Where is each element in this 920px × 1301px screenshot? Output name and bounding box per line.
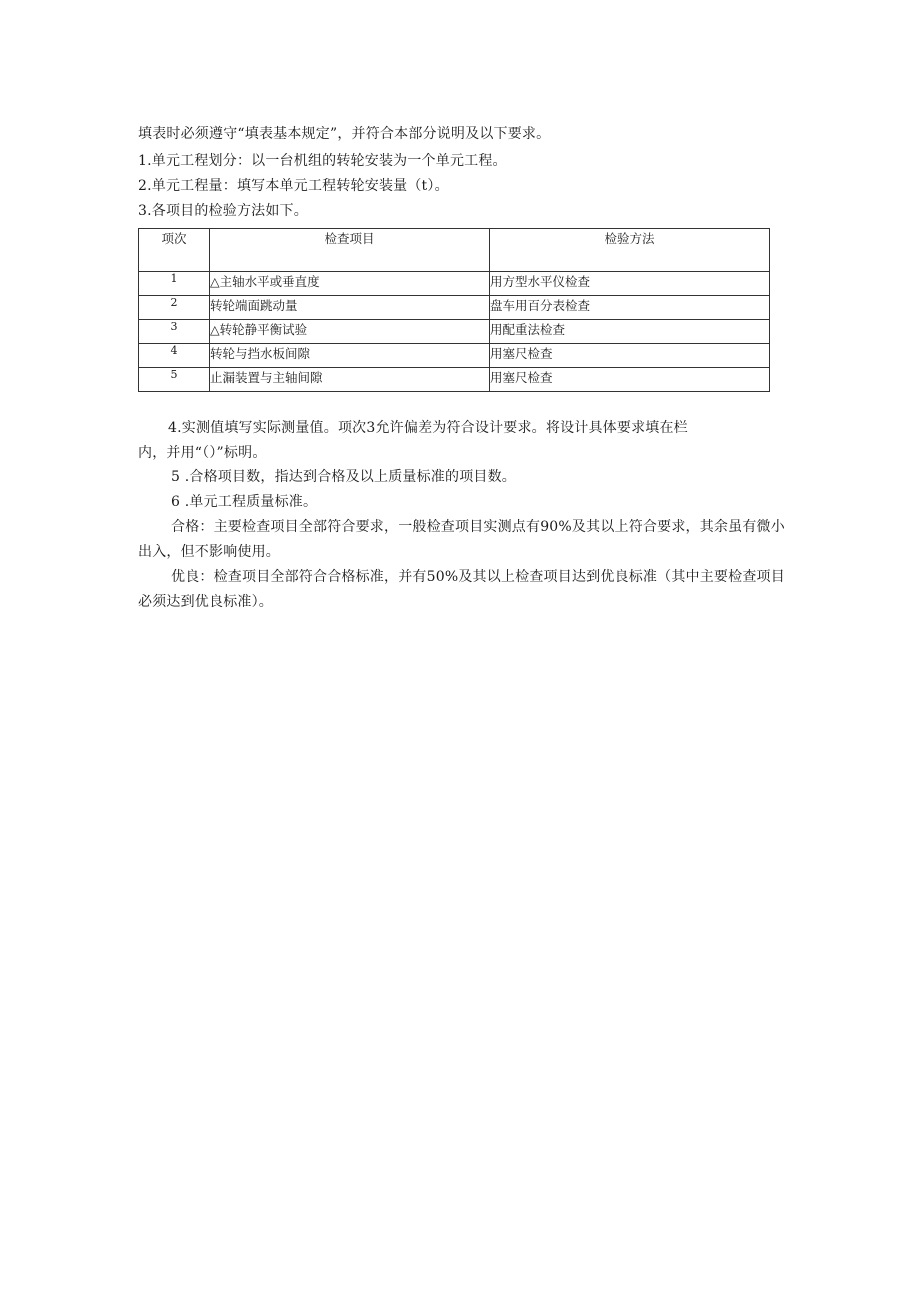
row-item: 止漏装置与主轴间隙 xyxy=(210,368,490,392)
excellent-standard-line-2: 必须达到优良标准）。 xyxy=(138,594,273,610)
intro-text: 填表时必须遵守“填表基本规定”，并符合本部分说明及以下要求。 xyxy=(138,126,551,142)
row-no: 1 xyxy=(139,272,210,296)
table-row xyxy=(139,296,770,320)
note-4-line-1: 4.实测值填写实际测量值。项次3允许偏差为符合设计要求。将设计具体要求填在栏 xyxy=(168,420,688,436)
item-3-text: 3.各项目的检验方法如下。 xyxy=(138,203,308,219)
row-method: 用配重法检查 xyxy=(490,320,770,344)
row-item: 转轮端面跳动量 xyxy=(210,296,490,320)
table-row xyxy=(139,320,770,344)
row-method: 用塞尺检查 xyxy=(490,368,770,392)
table-row xyxy=(139,272,770,296)
row-method: 用塞尺检查 xyxy=(490,344,770,368)
note-5-text: 5 .合格项目数，指达到合格及以上质量标准的项目数。 xyxy=(171,469,517,485)
pass-standard-line-2: 出入，但不影响使用。 xyxy=(138,544,280,560)
header-no: 项次 xyxy=(139,229,210,272)
row-item: △转轮静平衡试验 xyxy=(210,320,490,344)
row-item: △主轴水平或垂直度 xyxy=(210,272,490,296)
row-item: 转轮与挡水板间隙 xyxy=(210,344,490,368)
table-row xyxy=(139,344,770,368)
pass-standard-line-1: 合格：主要检查项目全部符合要求，一般检查项目实测点有90%及其以上符合要求，其余虽有微小 xyxy=(171,519,785,535)
note-4-line-2: 内，并用“（）”标明。 xyxy=(138,445,267,461)
header-item: 检查项目 xyxy=(210,229,490,272)
header-method: 检验方法 xyxy=(490,229,770,272)
table-header-row xyxy=(139,229,770,272)
row-no: 2 xyxy=(139,296,210,320)
inspection-method-table xyxy=(138,228,770,392)
table-row xyxy=(139,368,770,392)
row-no: 4 xyxy=(139,344,210,368)
item-1-text: 1.单元工程划分：以一台机组的转轮安装为一个单元工程。 xyxy=(138,153,507,169)
row-no: 5 xyxy=(139,368,210,392)
row-no: 3 xyxy=(139,320,210,344)
excellent-standard-line-1: 优良：检查项目全部符合合格标准，并有50%及其以上检查项目达到优良标准（其中主要检查项目 xyxy=(171,569,785,585)
item-2-text: 2.单元工程量：填写本单元工程转轮安装量（t）。 xyxy=(138,178,449,194)
row-method: 用方型水平仪检查 xyxy=(490,272,770,296)
row-method: 盘车用百分表检查 xyxy=(490,296,770,320)
note-6-text: 6 .单元工程质量标准。 xyxy=(171,494,318,510)
